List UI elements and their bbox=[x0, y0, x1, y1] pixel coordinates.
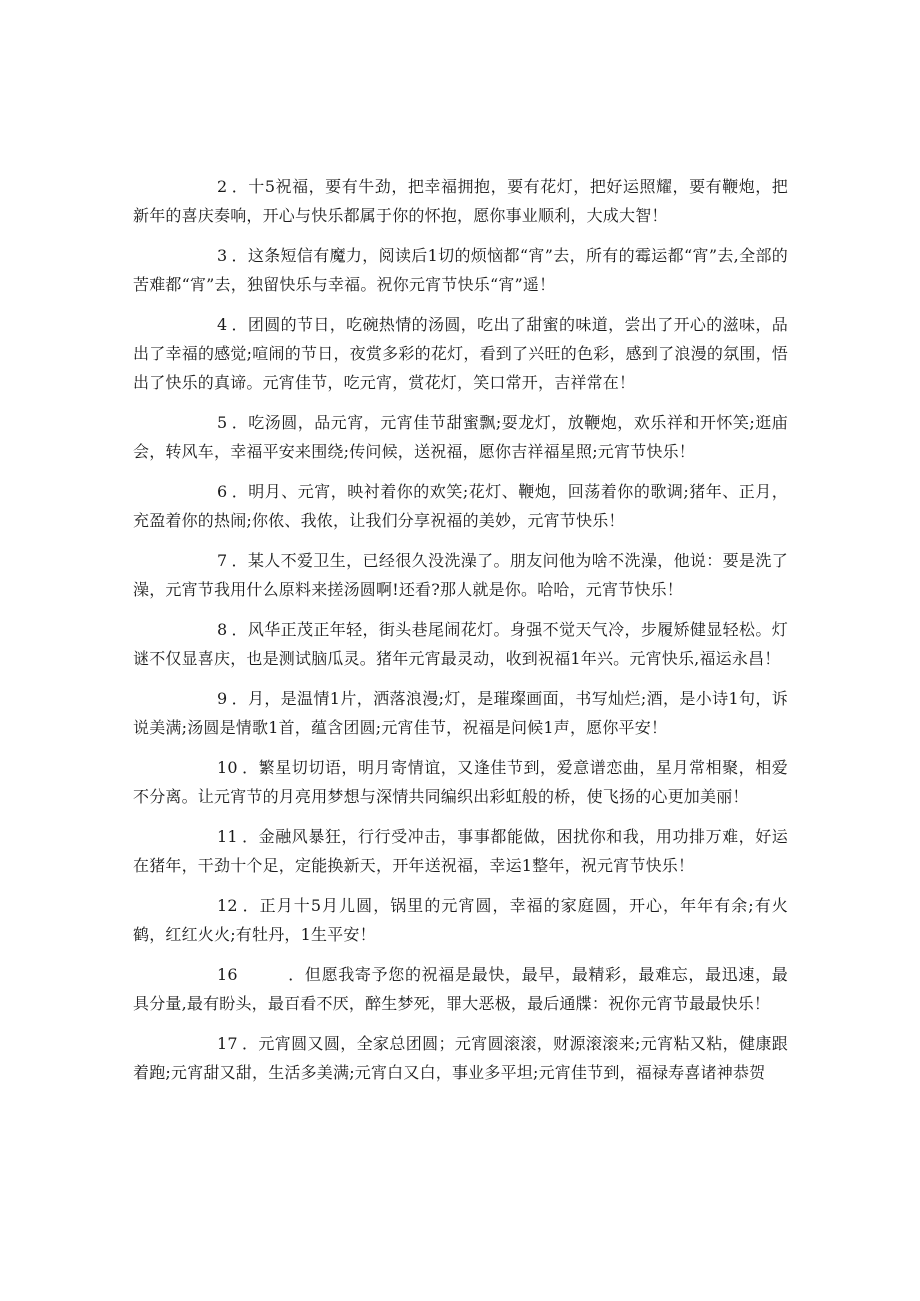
paragraph-number: 10 bbox=[217, 758, 238, 777]
paragraph-text: ．风华正茂正年轻，街头巷尾闹花灯。身强不觉天气冷，步履矫健显轻松。灯谜不仅显喜庆，也是测试脑瓜灵。猪年元宵最灵动，收到祝福1年兴。元宵快乐,福运永昌！ bbox=[133, 620, 788, 668]
paragraph-2 bbox=[133, 172, 788, 230]
paragraph-text: ．某人不爱卫生，已经很久没洗澡了。朋友问他为啥不洗澡，他说：要是洗了澡，元宵节我用什么原料来搓汤圆啊!还看?那人就是你。哈哈，元宵节快乐！ bbox=[133, 551, 788, 599]
paragraph-text: ．月，是温情1片，洒落浪漫;灯，是璀璨画面，书写灿烂;酒，是小诗1句，诉说美满;汤圆是情歌1首，蕴含团圆;元宵佳节，祝福是问候1声，愿你平安！ bbox=[133, 689, 788, 737]
paragraph-number: 17 bbox=[217, 1034, 238, 1053]
paragraph-text: ．吃汤圆，品元宵，元宵佳节甜蜜飘;耍龙灯，放鞭炮，欢乐祥和开怀笑;逛庙会，转风车，幸福平安来围绕;传问候，送祝福，愿你吉祥福星照;元宵节快乐！ bbox=[133, 413, 788, 461]
paragraph-4 bbox=[133, 310, 788, 397]
paragraph-17 bbox=[133, 1029, 788, 1087]
paragraph-number: 6 bbox=[217, 482, 228, 501]
paragraph-text: ．金融风暴狂，行行受冲击，事事都能做，困扰你和我，用功排万难，好运在猪年，干劲十个足，定能换新天，开年送祝福，幸运1整年，祝元宵节快乐！ bbox=[133, 827, 788, 875]
paragraph-text: ．团圆的节日，吃碗热情的汤圆，吃出了甜蜜的味道，尝出了开心的滋味，品出了幸福的感觉;喧闹的节日，夜赏多彩的花灯，看到了兴旺的色彩，感到了浪漫的氛围，悟出了快乐的真谛。元宵佳节，吃元宵，赏花灯，笑口常开，吉祥常在！ bbox=[133, 315, 788, 392]
paragraph-text: ．十5祝福，要有牛劲，把幸福拥抱，要有花灯，把好运照耀，要有鞭炮，把新年的喜庆奏响，开心与快乐都属于你的怀抱，愿你事业顺利，大成大智！ bbox=[133, 177, 788, 225]
paragraph-10 bbox=[133, 753, 788, 811]
paragraph-text: ．正月十5月儿圆，锅里的元宵圆，幸福的家庭圆，开心，年年有余;有火鹤，红红火火;有牡丹，1生平安！ bbox=[133, 896, 788, 944]
paragraph-number: 9 bbox=[217, 689, 228, 708]
paragraph-text: ．这条短信有魔力，阅读后1切的烦恼都“宵”去，所有的霉运都“宵”去,全部的苦难都“宵”去，独留快乐与幸福。祝你元宵节快乐“宵”遥！ bbox=[133, 246, 788, 294]
paragraph-number: 12 bbox=[217, 896, 238, 915]
paragraph-16 bbox=[133, 960, 788, 1018]
paragraph-text: ．繁星切切语，明月寄情谊，又逢佳节到，爱意谱恋曲，星月常相聚，相爱不分离。让元宵节的月亮用梦想与深情共同编织出彩虹般的桥，使飞扬的心更加美丽！ bbox=[133, 758, 788, 806]
paragraph-number: 16 bbox=[217, 965, 238, 984]
paragraph-number: 7 bbox=[217, 551, 228, 570]
paragraph-11 bbox=[133, 822, 788, 880]
paragraph-7 bbox=[133, 546, 788, 604]
document-body bbox=[133, 172, 788, 1098]
paragraph-number: 11 bbox=[217, 827, 238, 846]
paragraph-5 bbox=[133, 408, 788, 466]
paragraph-number: 5 bbox=[217, 413, 228, 432]
paragraph-text: ．元宵圆又圆，全家总团圆；元宵圆滚滚，财源滚滚来;元宵粘又粘，健康跟着跑;元宵甜又甜，生活多美满;元宵白又白，事业多平坦;元宵佳节到，福禄寿喜诸神恭贺 bbox=[133, 1034, 788, 1082]
paragraph-6 bbox=[133, 477, 788, 535]
paragraph-9 bbox=[133, 684, 788, 742]
paragraph-3 bbox=[133, 241, 788, 299]
paragraph-number: 4 bbox=[217, 315, 228, 334]
paragraph-number: 2 bbox=[217, 177, 228, 196]
paragraph-8 bbox=[133, 615, 788, 673]
paragraph-text: ．但愿我寄予您的祝福是最快，最早，最精彩，最难忘，最迅速，最具分量,最有盼头，最百看不厌，醉生梦死，罪大恶极，最后通牒：祝你元宵节最最快乐！ bbox=[133, 965, 788, 1013]
paragraph-number: 3 bbox=[217, 246, 228, 265]
paragraph-number: 8 bbox=[217, 620, 228, 639]
paragraph-text: ．明月、元宵，映衬着你的欢笑;花灯、鞭炮，回荡着你的歌调;猪年、正月，充盈着你的热闹;你侬、我侬，让我们分享祝福的美妙，元宵节快乐！ bbox=[133, 482, 788, 530]
paragraph-12 bbox=[133, 891, 788, 949]
